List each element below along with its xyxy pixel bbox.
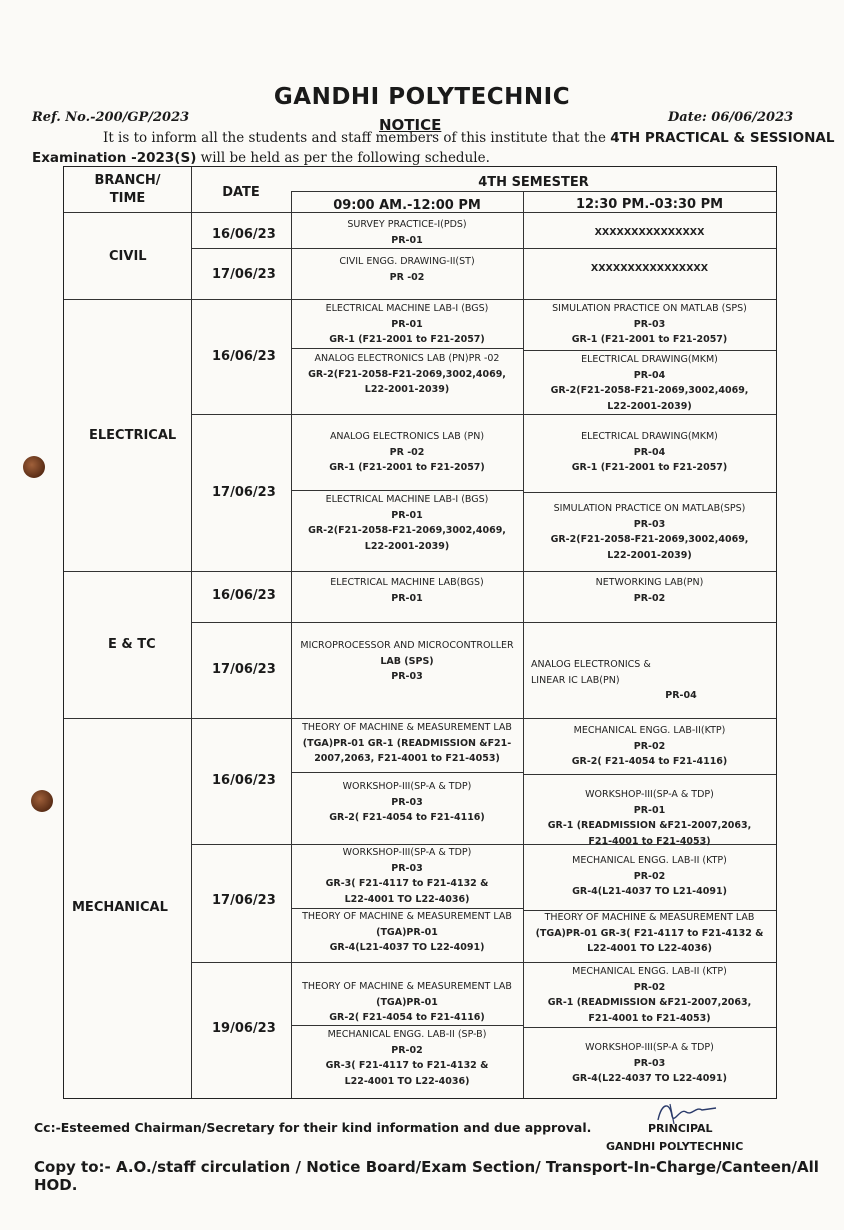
elec-d1-slot2-b: ELECTRICAL DRAWING(MKM) PR-04 GR-2(F21-2058-F21-2069,3002,4069, L22-2001-2039) [550, 354, 749, 413]
civil-date-1: 16/06/23 [212, 227, 276, 242]
mech-date-3: 19/06/23 [212, 1021, 276, 1036]
intro-line-2: Examination -2023(S) will be held as per the following schedule. [32, 150, 490, 166]
intro-line-1: It is to inform all the students and staff members of this institute that the 4TH PRACTICAL & SESSIONAL [103, 130, 835, 146]
entc-d2-slot1: MICROPROCESSOR AND MICROCONTROLLER LAB (SPS) PR-03 [300, 640, 514, 683]
notice-heading: NOTICE [379, 116, 442, 134]
entc-d1-slot1: ELECTRICAL MACHINE LAB(BGS) PR-01 [330, 577, 484, 604]
slot2-header: 12:30 PM.-03:30 PM [575, 197, 724, 212]
col-date-header: DATE [222, 185, 260, 200]
mech-d1-slot1-a: THEORY OF MACHINE & MEASUREMENT LAB (TGA)PR-01 GR-1 (READMISSION &F21- 2007,2063, F21-4001 to F21-4053) [302, 722, 512, 765]
slot1-header: 09:00 AM.-12:00 PM [333, 198, 481, 213]
electrical-date-1: 16/06/23 [212, 349, 276, 364]
entc-d1-slot2: NETWORKING LAB(PN) PR-02 [595, 577, 704, 604]
branch-electrical: ELECTRICAL [89, 428, 177, 443]
mech-d3-slot1-b: MECHANICAL ENGG. LAB-II (SP-B) PR-02 GR-3( F21-4117 to F21-4132 & L22-4001 TO L22-4036) [325, 1029, 489, 1088]
mech-date-1: 16/06/23 [212, 773, 276, 788]
mech-d2-slot1-b: THEORY OF MACHINE & MEASUREMENT LAB (TGA)PR-01 GR-4(L21-4037 TO L22-4091) [302, 911, 512, 954]
principal-label: PRINCIPAL [648, 1122, 713, 1135]
mech-date-2: 17/06/23 [212, 893, 276, 908]
elec-d1-slot1-b: ANALOG ELECTRONICS LAB (PN)PR -02 GR-2(F21-2058-F21-2069,3002,4069, L22-2001-2039) [308, 353, 506, 396]
mech-d3-slot1-a: THEORY OF MACHINE & MEASUREMENT LAB (TGA)PR-01 GR-2( F21-4054 to F21-4116) [302, 981, 512, 1024]
elec-d2-slot2-a: ELECTRICAL DRAWING(MKM) PR-04 GR-1 (F21-2001 to F21-2057) [571, 431, 728, 474]
reference-number: Ref. No.-200/GP/2023 [32, 110, 190, 125]
cc-line: Cc:-Esteemed Chairman/Secretary for their kind information and due approval. [34, 1120, 592, 1135]
elec-d2-slot2-b: SIMULATION PRACTICE ON MATLAB(SPS) PR-03 GR-2(F21-2058-F21-2069,3002,4069, L22-2001-2039) [550, 503, 749, 562]
institute-title: GANDHI POLYTECHNIC [273, 84, 571, 110]
col-branch-header: BRANCH/ TIME [94, 173, 161, 206]
entc-date-1: 16/06/23 [212, 588, 276, 603]
mech-d1-slot2-b: WORKSHOP-III(SP-A & TDP) PR-01 GR-1 (READMISSION &F21-2007,2063, F21-4001 to F21-4053) [547, 789, 752, 848]
mech-d3-slot2-b: WORKSHOP-III(SP-A & TDP) PR-03 GR-4(L22-4037 TO L22-4091) [572, 1042, 727, 1085]
civil-date-2: 17/06/23 [212, 267, 276, 282]
notice-date: Date: 06/06/2023 [668, 110, 794, 125]
electrical-date-2: 17/06/23 [212, 485, 276, 500]
entc-date-2: 17/06/23 [212, 662, 276, 677]
punch-hole-top [23, 456, 45, 478]
mech-d1-slot1-b: WORKSHOP-III(SP-A & TDP) PR-03 GR-2( F21-4054 to F21-4116) [329, 781, 485, 824]
civil-d2-slot1: CIVIL ENGG. DRAWING-II(ST) PR -02 [339, 256, 475, 283]
mech-d2-slot1-a: WORKSHOP-III(SP-A & TDP) PR-03 GR-3( F21-4117 to F21-4132 & L22-4001 TO L22-4036) [325, 847, 489, 906]
branch-civil: CIVIL [109, 249, 147, 264]
branch-entc: E & TC [108, 637, 156, 652]
mech-d3-slot2-a: MECHANICAL ENGG. LAB-II (KTP) PR-02 GR-1 (READMISSION &F21-2007,2063, F21-4001 to F21-4053) [547, 966, 752, 1025]
branch-mechanical: MECHANICAL [72, 900, 168, 915]
elec-d1-slot2-a: SIMULATION PRACTICE ON MATLAB (SPS) PR-03 GR-1 (F21-2001 to F21-2057) [552, 303, 747, 346]
polytechnic-label: GANDHI POLYTECHNIC [606, 1140, 744, 1153]
semester-header: 4TH SEMESTER [478, 175, 589, 190]
mech-d1-slot2-a: MECHANICAL ENGG. LAB-II(KTP) PR-02 GR-2( F21-4054 to F21-4116) [571, 725, 728, 768]
civil-d2-slot2: XXXXXXXXXXXXXXXX [590, 263, 709, 274]
entc-d2-slot2: ANALOG ELECTRONICS & LINEAR IC LAB(PN) PR-04 [531, 659, 697, 702]
elec-d1-slot1-a: ELECTRICAL MACHINE LAB-I (BGS) PR-01 GR-1 (F21-2001 to F21-2057) [325, 303, 489, 346]
elec-d2-slot1-a: ANALOG ELECTRONICS LAB (PN) PR -02 GR-1 (F21-2001 to F21-2057) [329, 431, 485, 474]
mech-d2-slot2-b: THEORY OF MACHINE & MEASUREMENT LAB (TGA)PR-01 GR-3( F21-4117 to F21-4132 & L22-4001 TO L22-4036) [535, 912, 764, 955]
schedule-table [63, 166, 777, 1099]
civil-d1-slot2: XXXXXXXXXXXXXXX [594, 227, 705, 238]
punch-hole-bottom [31, 790, 53, 812]
civil-d1-slot1: SURVEY PRACTICE-I(PDS) PR-01 [347, 219, 467, 246]
mech-d2-slot2-a: MECHANICAL ENGG. LAB-II (KTP) PR-02 GR-4(L21-4037 TO L21-4091) [572, 855, 727, 898]
elec-d2-slot1-b: ELECTRICAL MACHINE LAB-I (BGS) PR-01 GR-2(F21-2058-F21-2069,3002,4069, L22-2001-2039) [308, 494, 506, 553]
copy-to-line: Copy to:- A.O./staff circulation / Notice Board/Exam Section/ Transport-In-Charge/Canteen/All HOD. [34, 1158, 819, 1194]
